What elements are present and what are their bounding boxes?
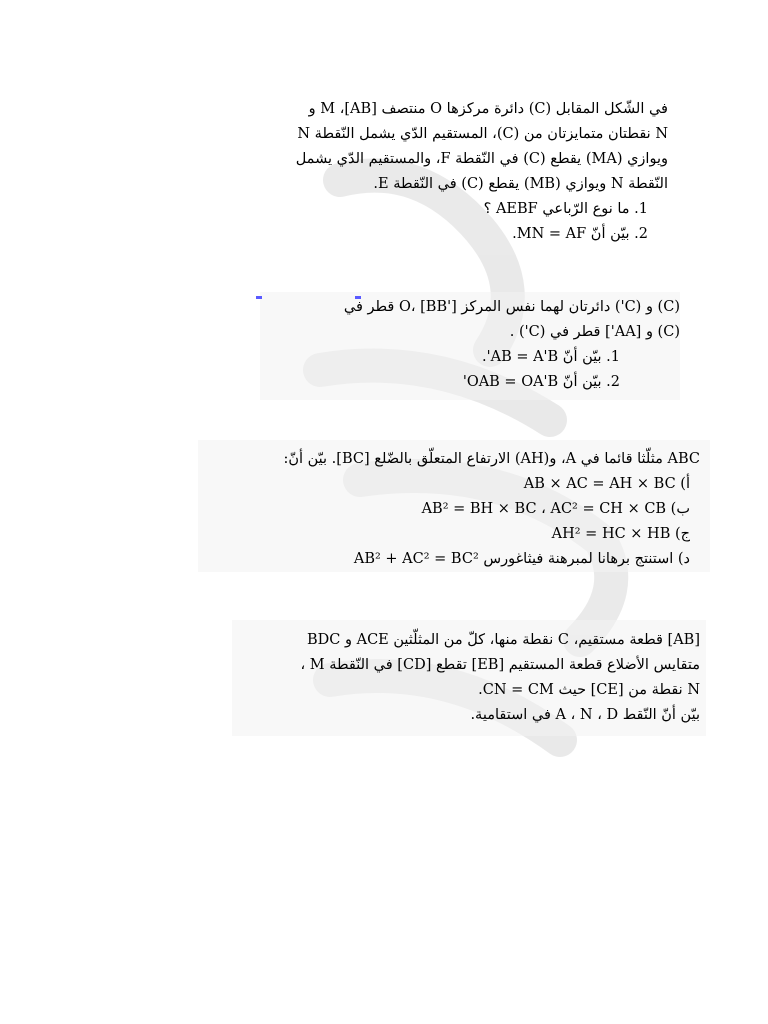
exercise-line: ABC مثلّثا قائما في A، و(AH) الارتفاع المتعلّق بالضّلع [BC]. بيّن أنّ:	[283, 451, 700, 467]
exercise-4	[230, 628, 700, 728]
exercise-line: متقايس الأضلاع قطعة المستقيم [EB] تقطع [CD] في النّقطة M ،	[300, 657, 700, 673]
exercise-2	[250, 295, 680, 395]
exercise-line: النّقطة N ويوازي (MB) يقطع (C) في النّقطة E.	[373, 176, 668, 192]
exercise-1	[258, 97, 668, 247]
exercise-line: (C) و [AA'] قطر في (C') .	[509, 324, 680, 340]
exercise-line: ويوازي (MA) يقطع (C) في النّقطة F، والمستقيم الدّي يشمل	[295, 151, 668, 167]
exercise-question: 2. بيّن أنّ OAB = OA'B'	[462, 374, 620, 390]
exercise-question: 1. ما نوع الرّباعي AEBF ؟	[483, 201, 648, 217]
exercise-line: بيّن أنّ النّقط A ، N ، D في استقامية.	[470, 707, 700, 723]
exercise-line: N نقطة من [CE] حيث CN = CM.	[478, 682, 700, 698]
exercise-line: N نقطتان متمايزتان من (C)، المستقيم الدّي يشمل النّقطة N	[297, 126, 668, 142]
exercise-line: في الشّكل المقابل (C) دائرة مركزها O منتصف [AB]، M و	[308, 101, 668, 117]
exercise-question: د) استنتج برهانا لمبرهنة فيثاغورس AB² + AC² = BC²	[353, 551, 690, 567]
exercise-question: 1. بيّن أنّ AB = A'B'.	[481, 349, 620, 365]
exercise-question: أ) AB × AC = AH × BC	[523, 476, 690, 492]
exercise-question: ج) AH² = HC × HB	[551, 526, 690, 542]
exercise-line: [AB] قطعة مستقيم، C نقطة منها، كلّ من المثلّثين ACE و BDC	[306, 632, 700, 648]
exercise-3	[200, 447, 700, 572]
exercise-line: (C) و (C') دائرتان لهما نفس المركز O، [BB'] قطر في	[343, 299, 680, 315]
exercise-question: 2. بيّن أنّ MN = AF.	[512, 226, 648, 242]
exercise-question: ب) AB² = BH × BC ، AC² = CH × CB	[421, 501, 690, 517]
